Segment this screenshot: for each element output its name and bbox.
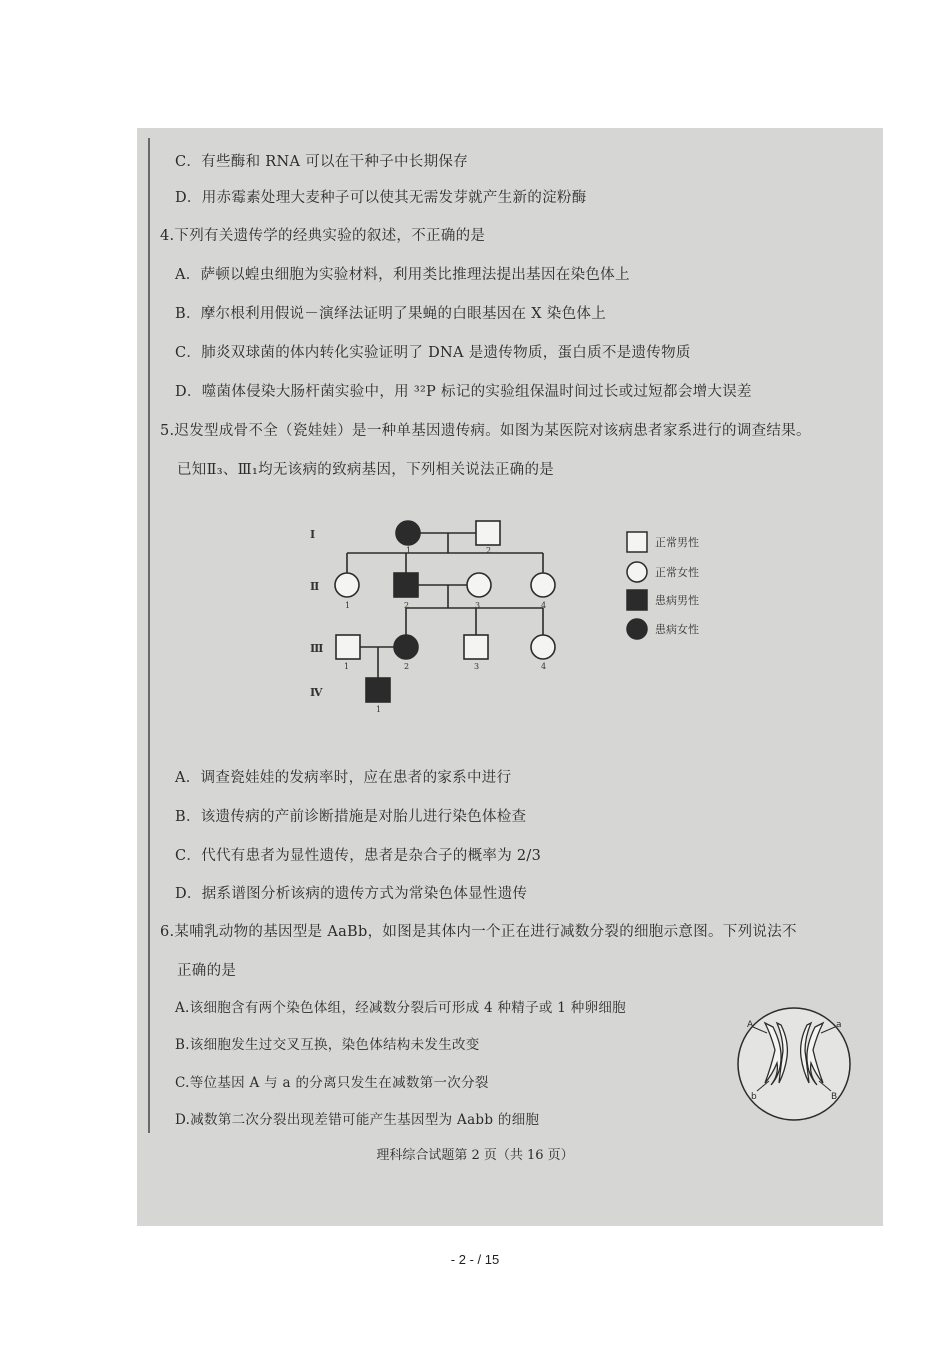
pedigree-iii4-normal-female bbox=[531, 635, 555, 659]
q5-option-d: D．据系谱图分析该病的遗传方式为常染色体显性遗传 bbox=[175, 886, 528, 902]
binding-margin-line bbox=[148, 138, 150, 1133]
pedigree-ii1-normal-female bbox=[335, 573, 359, 597]
gene-label-B: B bbox=[831, 1092, 838, 1102]
q4-option-c: C．肺炎双球菌的体内转化实验证明了 DNA 是遗传物质，蛋白质不是遗传物质 bbox=[175, 345, 691, 361]
generation-label-3: Ⅲ bbox=[310, 642, 324, 655]
document-page-number: - 2 - / 15 bbox=[450, 1252, 500, 1267]
legend-normal-male-symbol bbox=[627, 532, 647, 552]
legend-affected-male-symbol bbox=[627, 590, 647, 610]
legend-affected-female: 患病女性 bbox=[655, 623, 699, 636]
meiosis-cell-diagram bbox=[735, 1005, 853, 1123]
q6-stem-line2: 正确的是 bbox=[177, 963, 237, 979]
q5-stem-line1: 5.迟发型成骨不全（瓷娃娃）是一种单基因遗传病。如图为某医院对该病患者家系进行的调查结果。 bbox=[160, 423, 811, 439]
exam-page-footer: 理科综合试题第 2 页（共 16 页） bbox=[376, 1148, 574, 1163]
q6-option-b: B.该细胞发生过交叉互换，染色体结构未发生改变 bbox=[175, 1037, 480, 1053]
gene-label-a: a bbox=[836, 1020, 842, 1030]
pedigree-ii2-affected-male bbox=[394, 573, 418, 597]
q4-stem: 4.下列有关遗传学的经典实验的叙述，不正确的是 bbox=[160, 228, 486, 244]
generation-label-1: Ⅰ bbox=[310, 528, 316, 541]
pedigree-ii4-normal-female bbox=[531, 573, 555, 597]
q3-option-d: D．用赤霉素处理大麦种子可以使其无需发芽就产生新的淀粉酶 bbox=[175, 190, 587, 206]
pedigree-number: 1 bbox=[376, 705, 382, 714]
pedigree-number: 2 bbox=[404, 662, 410, 671]
pedigree-i2-normal-male bbox=[476, 521, 500, 545]
pedigree-iii2-affected-female bbox=[394, 635, 418, 659]
q5-stem-line2: 已知Ⅱ₃、Ⅲ₁均无该病的致病基因，下列相关说法正确的是 bbox=[177, 462, 555, 478]
legend-normal-male: 正常男性 bbox=[655, 536, 699, 549]
cell-membrane bbox=[738, 1008, 850, 1120]
gene-label-A: A bbox=[747, 1020, 754, 1030]
q4-option-b: B．摩尔根利用假说－演绎法证明了果蝇的白眼基因在 X 染色体上 bbox=[175, 306, 606, 322]
pedigree-number: 1 bbox=[345, 601, 351, 610]
pedigree-number: 3 bbox=[474, 662, 480, 671]
pedigree-number: 4 bbox=[541, 662, 547, 671]
q5-option-a: A．调查瓷娃娃的发病率时，应在患者的家系中进行 bbox=[175, 770, 512, 786]
q6-option-c: C.等位基因 A 与 a 的分离只发生在减数第一次分裂 bbox=[175, 1075, 489, 1091]
pedigree-number: 1 bbox=[344, 662, 350, 671]
gene-label-b: b bbox=[751, 1092, 757, 1102]
pedigree-iii3-normal-male bbox=[464, 635, 488, 659]
q6-option-d: D.减数第二次分裂出现差错可能产生基因型为 Aabb 的细胞 bbox=[175, 1112, 540, 1128]
pedigree-ii3-normal-female bbox=[467, 573, 491, 597]
pedigree-number: 4 bbox=[541, 601, 547, 610]
pedigree-number: 2 bbox=[486, 546, 492, 555]
generation-label-4: Ⅳ bbox=[310, 686, 323, 699]
pedigree-i1-affected-female bbox=[396, 521, 420, 545]
pedigree-lines bbox=[347, 533, 543, 678]
legend-affected-male: 患病男性 bbox=[655, 594, 699, 607]
pedigree-number: 3 bbox=[475, 601, 481, 610]
q4-option-a: A．萨顿以蝗虫细胞为实验材料，利用类比推理法提出基因在染色体上 bbox=[175, 267, 630, 283]
pedigree-iv1-affected-male bbox=[366, 678, 390, 702]
q5-option-b: B．该遗传病的产前诊断措施是对胎儿进行染色体检查 bbox=[175, 809, 527, 825]
q4-option-d: D．噬菌体侵染大肠杆菌实验中，用 ³²P 标记的实验组保温时间过长或过短都会增大误差 bbox=[175, 384, 752, 400]
q5-option-c: C．代代有患者为显性遗传，患者是杂合子的概率为 2/3 bbox=[175, 848, 542, 864]
q3-option-c: C．有些酶和 RNA 可以在干种子中长期保存 bbox=[175, 154, 468, 170]
legend-normal-female: 正常女性 bbox=[655, 566, 699, 579]
generation-label-2: Ⅱ bbox=[310, 580, 320, 593]
legend-affected-female-symbol bbox=[627, 619, 647, 639]
q6-stem-line1: 6.某哺乳动物的基因型是 AaBb，如图是其体内一个正在进行减数分裂的细胞示意图。下列说法不 bbox=[160, 924, 797, 940]
pedigree-number: 2 bbox=[404, 601, 410, 610]
legend-normal-female-symbol bbox=[627, 562, 647, 582]
pedigree-number: 1 bbox=[406, 546, 412, 555]
pedigree-chart bbox=[300, 508, 730, 718]
pedigree-iii1-normal-male bbox=[336, 635, 360, 659]
q6-option-a: A.该细胞含有两个染色体组，经减数分裂后可形成 4 种精子或 1 种卵细胞 bbox=[175, 1000, 626, 1016]
